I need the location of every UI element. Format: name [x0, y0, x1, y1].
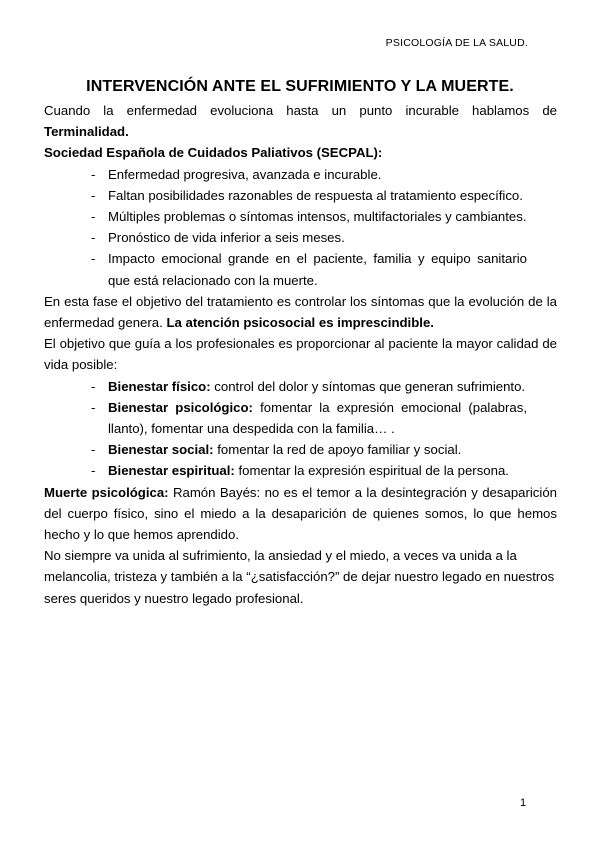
dash-marker: -: [91, 209, 96, 225]
dash-marker: -: [91, 442, 96, 458]
list-item: [44, 164, 557, 185]
dash-marker: -: [91, 251, 96, 267]
list-item: [44, 227, 557, 248]
list-item-text: Impacto emocional grande en el paciente, familia y equipo sanitario que está relacionado con la muerte.: [108, 251, 527, 288]
wellbeing-text: control del dolor y síntomas que generan sufrimiento.: [210, 378, 526, 394]
wellbeing-label: Bienestar social:: [108, 442, 214, 458]
list-item: [44, 248, 557, 290]
phase-paragraph: [44, 291, 557, 333]
list-item: [44, 460, 557, 481]
dash-marker: -: [91, 463, 96, 479]
list-item-text: Enfermedad progresiva, avanzada e incurable.: [108, 166, 382, 182]
wellbeing-list: [44, 376, 557, 482]
wellbeing-label: Bienestar psicológico:: [108, 399, 253, 415]
wellbeing-text: fomentar la expresión espiritual de la persona.: [234, 463, 509, 479]
secpal-heading: Sociedad Española de Cuidados Paliativos (SECPAL):: [44, 145, 383, 161]
intro-text: Cuando la enfermedad evoluciona hasta un punto incurable hablamos de: [44, 103, 557, 118]
list-item: [44, 376, 557, 397]
muerte-text: Ramón Bayés: no es el temor a la desintegración y desaparición del cuerpo físico, sino el miedo a la desaparición de quienes somos, lo que hemos hecho y lo que hemos aprendido.: [44, 484, 558, 543]
dash-marker: -: [91, 187, 96, 203]
document-body: [44, 100, 557, 609]
secpal-list: [44, 164, 557, 291]
wellbeing-label: Bienestar espiritual:: [108, 463, 235, 479]
dash-marker: -: [91, 230, 96, 246]
dash-marker: -: [91, 378, 96, 394]
list-item: [44, 439, 557, 460]
page-number: 1: [520, 797, 527, 809]
list-item: [44, 185, 557, 206]
dash-marker: -: [91, 399, 96, 415]
list-item-text: Múltiples problemas o síntomas intensos, multifactoriales y cambiantes.: [108, 209, 527, 225]
list-item: [44, 206, 557, 227]
list-item-text: Faltan posibilidades razonables de respuesta al tratamiento específico.: [108, 187, 523, 203]
running-header: PSICOLOGÍA DE LA SALUD.: [385, 37, 528, 49]
wellbeing-text: fomentar la expresión emocional (palabras, llanto), fomentar una despedida con la familia… .: [108, 399, 527, 437]
phase-emphasis: La atención psicosocial es imprescindible.: [166, 315, 434, 331]
intro-paragraph: [44, 100, 557, 142]
wellbeing-text: fomentar la red de apoyo familiar y social.: [213, 442, 462, 458]
document-title: INTERVENCIÓN ANTE EL SUFRIMIENTO Y LA MUERTE.: [86, 78, 514, 95]
objective-paragraph: El objetivo que guía a los profesionales es proporcionar al paciente la mayor calidad de vida posible:: [44, 336, 557, 373]
muerte-paragraph: [44, 482, 557, 546]
dash-marker: -: [91, 166, 96, 182]
phase-text: En esta fase el objetivo del tratamiento es controlar los síntomas que la evolución de la enfermedad genera.: [44, 293, 557, 331]
terminalidad-term: Terminalidad.: [44, 124, 129, 140]
muerte-label: Muerte psicológica:: [44, 484, 169, 500]
list-item-text: Pronóstico de vida inferior a seis meses.: [108, 230, 345, 246]
wellbeing-label: Bienestar físico:: [108, 378, 211, 394]
closing-paragraph: No siempre va unida al sufrimiento, la ansiedad y el miedo, a veces va unida a la melancolia, tristeza y también a la “¿satisfacción?” de dejar nuestro legado en nuestros seres queridos y nuestro legado profesional.: [44, 548, 555, 606]
list-item: [44, 397, 557, 439]
